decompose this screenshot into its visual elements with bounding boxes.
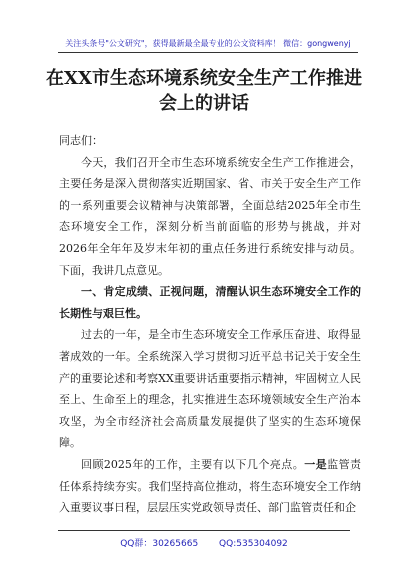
greeting: 同志们： xyxy=(59,134,103,147)
section-heading-1: 一、肯定成绩、正视问题，清醒认识生态环境安全工作的长期性与艰巨性。 xyxy=(59,285,361,320)
paragraph-review: 过去的一年，是全市生态环境安全工作承压奋进、取得显著成效的一年。全系统深入学习贯彻习近平总书记关于安全生产的重要论述和考察XX重要讲话重要指示精神，牢固树立人民至上、生命至上的理念，扎实推进生态环境领域安全生产治本攻坚，为全市经济社会高质量发展提供了坚实的生态环境保障。 xyxy=(59,328,361,450)
paragraph-intro: 今天，我们召开全市生态环境系统安全生产工作推进会，主要任务是深入贯彻落实近期国家、省、市关于安全生产工作的一系列重要会议精神与决策部署，全面总结2025年全市生态环境安全工作，深刻分析当前面临的形势与挑战，并对2026年全年年及岁末年初的重点任务进行系统安排与动员。下面，我讲几点意见。 xyxy=(59,155,361,277)
highlights-text: 监管责任体系持续夯实。我们坚持高位推动，将生态环境安全工作纳入重要议事日程，层层压实党政领导责任、部门监管责任和企 xyxy=(59,457,362,515)
footer-qq-contact: QQ:535304092 xyxy=(219,539,288,549)
highlights-intro: 回顾2025年的工作，主要有以下几个亮点。 xyxy=(81,457,305,471)
title-line-1: 在XX市生态环境系统安全生产工作推进 xyxy=(46,68,362,89)
page-footer xyxy=(0,536,408,549)
header-promo-text: 关注头条号"公文研究"，获得最新最全最专业的公文资料库！ 微信：gongwenyj xyxy=(65,39,351,48)
header-divider xyxy=(58,52,358,53)
title-line-2: 会上的讲话 xyxy=(159,93,249,114)
paragraph-highlights xyxy=(59,454,361,519)
footer-qq-group: QQ群：30265665 xyxy=(120,539,199,549)
footer-divider xyxy=(58,530,350,531)
highlight-marker-1: 一是 xyxy=(304,457,328,471)
page-header xyxy=(58,38,358,53)
document-body xyxy=(59,130,361,519)
document-title xyxy=(40,66,368,116)
